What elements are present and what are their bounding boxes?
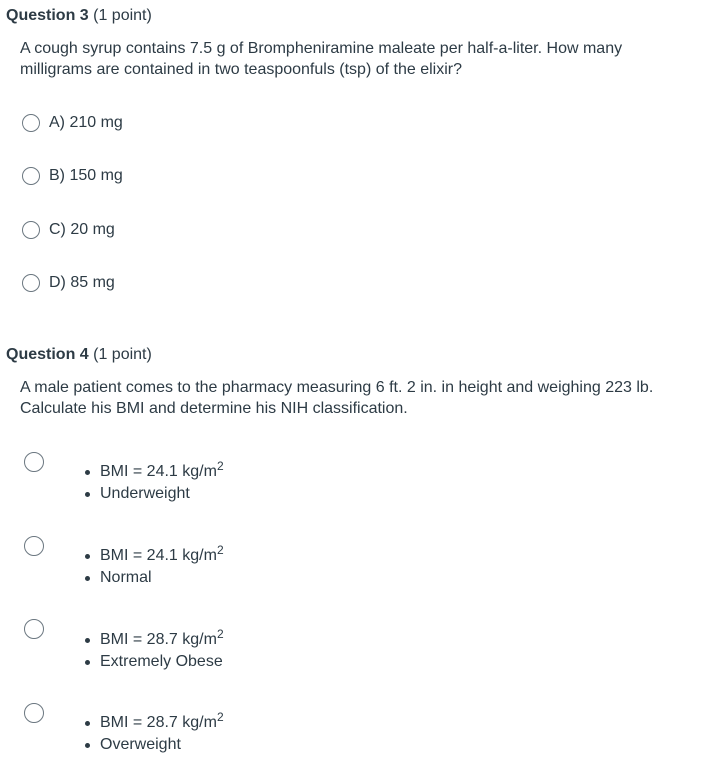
- radio-button[interactable]: [22, 167, 40, 185]
- superscript: 2: [216, 627, 224, 641]
- question-4-title: Question 4: [6, 346, 89, 363]
- option-label: C) 20 mg: [49, 221, 115, 238]
- radio-button[interactable]: [22, 114, 40, 132]
- nih-classification: Normal: [82, 567, 224, 589]
- question-4-option-4: [82, 712, 224, 756]
- question-4-option-1: [82, 461, 224, 505]
- bmi-value: BMI = 28.7 $kg/m^2$: [82, 629, 224, 651]
- question-3-option-d[interactable]: [22, 271, 115, 295]
- question-4-option-2-radio[interactable]: [24, 536, 44, 556]
- option-label: B) 150 mg: [49, 167, 123, 184]
- question-4-option-3-radio[interactable]: [24, 619, 44, 639]
- superscript: 2: [216, 543, 224, 557]
- question-4-points: (1 point): [88, 346, 152, 363]
- question-4-header: [6, 345, 152, 365]
- nih-classification: Overweight: [82, 734, 224, 756]
- question-3-option-c[interactable]: [22, 218, 115, 242]
- option-label: D) 85 mg: [49, 274, 115, 291]
- question-3-option-b[interactable]: [22, 164, 123, 188]
- nih-classification: Underweight: [82, 483, 224, 505]
- question-3-title: Question 3: [6, 7, 89, 24]
- superscript: 2: [216, 710, 224, 724]
- question-4-option-4-radio[interactable]: [24, 703, 44, 723]
- question-3-header: [6, 6, 152, 26]
- option-label: A) 210 mg: [49, 114, 123, 131]
- question-4-option-2: [82, 545, 224, 589]
- nih-classification: Extremely Obese: [82, 651, 224, 673]
- question-4-option-3: [82, 629, 224, 673]
- question-4-option-1-radio[interactable]: [24, 452, 44, 472]
- question-4-text: A male patient comes to the pharmacy measuring 6 ft. 2 in. in height and weighing 223 lb. Calculate his BMI and determine his NIH classification.: [20, 379, 654, 417]
- bmi-value: BMI = 24.1 $kg/m^2$: [82, 461, 224, 483]
- radio-button[interactable]: [22, 274, 40, 292]
- question-3-option-a[interactable]: [22, 111, 123, 135]
- bmi-value: BMI = 28.7 $kg/m^2$: [82, 712, 224, 734]
- superscript: 2: [216, 459, 224, 473]
- question-3-text: A cough syrup contains 7.5 g of Brompheniramine maleate per half-a-liter. How many milligrams are contained in two teaspoonfuls (tsp) of the elixir?: [20, 40, 623, 78]
- question-3-points: (1 point): [88, 7, 152, 24]
- radio-button[interactable]: [22, 221, 40, 239]
- bmi-value: BMI = 24.1 $kg/m^2$: [82, 545, 224, 567]
